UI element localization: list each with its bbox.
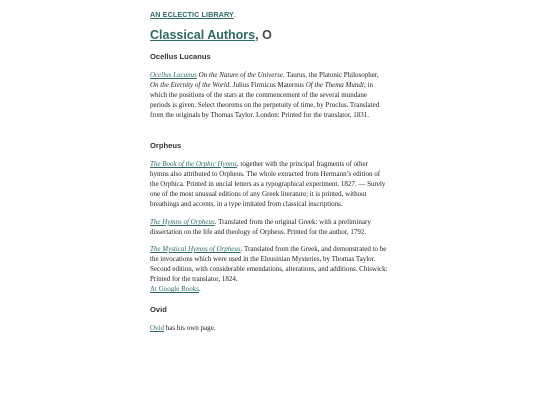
entry-text-3: ; in which the positions of the stars at the commencement of the several mundane periods is given. Select theorems on the perpetuity of time, by Proclus. Translated from the originals by Thomas Taylor. London: Printed for the translator, 1831.: [150, 81, 380, 120]
entry-title-eternity-world: On the Eternity of the World: [150, 81, 230, 90]
entry-ovid: [150, 323, 388, 333]
entry-ocellus: [150, 70, 388, 120]
site-home-link[interactable]: AN ECLECTIC LIBRARY: [150, 10, 234, 19]
section-heading-ovid: Ovid: [150, 305, 167, 314]
entry-title-thema-mundi: Of the Thema Mundi: [305, 81, 364, 90]
entry-link-hymns-of-orpheus[interactable]: The Hymns of Orpheus: [150, 218, 215, 226]
page-title: [150, 28, 272, 42]
entry-text-1: . Taurus, the Platonic Philosopher,: [282, 71, 379, 79]
page-title-letter: , O: [255, 28, 272, 42]
entry-title-nature-universe: On the Nature of the Universe: [198, 71, 283, 79]
google-books-dot: .: [199, 285, 201, 294]
entry-link-mystical-hymns[interactable]: The Mystical Hymns of Orpheus: [150, 245, 241, 253]
entry-text-ovid: has his own page.: [164, 324, 216, 332]
google-books-link[interactable]: At Google Books: [150, 285, 199, 294]
entry-text-orphic-hymns-book: , together with the principal fragments of other hymns also attributed to Orpheus. The whole extracted from Hermann’s edition of the Orphica. Printed in uncial letters as a typographical experiment. 1827. — Surely one of the most unusual editions of any Greek literature; it is printed, without breathings and accents, in a type imitated from classical inscriptions.: [150, 160, 386, 209]
site-header-dot: .: [233, 10, 236, 19]
entry-link-ocellus[interactable]: Ocellus Lucanus: [150, 71, 197, 79]
entry-link-orphic-hymns-book[interactable]: The Book of the Orphic Hymns: [150, 160, 237, 168]
site-header: [150, 10, 236, 19]
section-heading-orpheus: Orpheus: [150, 141, 182, 150]
entry-hymns-of-orpheus: [150, 217, 388, 237]
entry-orphic-hymns-book: [150, 159, 388, 209]
entry-text-mystical-hymns: . Translated from the Greek, and demonstrated to be the invocations which were used in the Eleusinian Mysteries, by Thomas Taylor. Second edition, with considerable emendations, alterations, and additions. Chiswick: Printed for the translator, 1824.: [150, 245, 388, 284]
entry-text-2: . Julius Firmicus Maternus: [229, 81, 306, 90]
entry-text-hymns-of-orpheus: . Translated from the original Greek: with a preliminary dissertation on the life and theology of Orpheus. Printed for the author, 1792.: [150, 218, 371, 237]
entry-mystical-hymns: [150, 244, 388, 294]
section-heading-ocellus: Ocellus Lucanus: [150, 52, 211, 61]
classical-authors-link[interactable]: Classical Authors: [150, 28, 256, 42]
entry-link-ovid[interactable]: Ovid: [150, 324, 164, 332]
